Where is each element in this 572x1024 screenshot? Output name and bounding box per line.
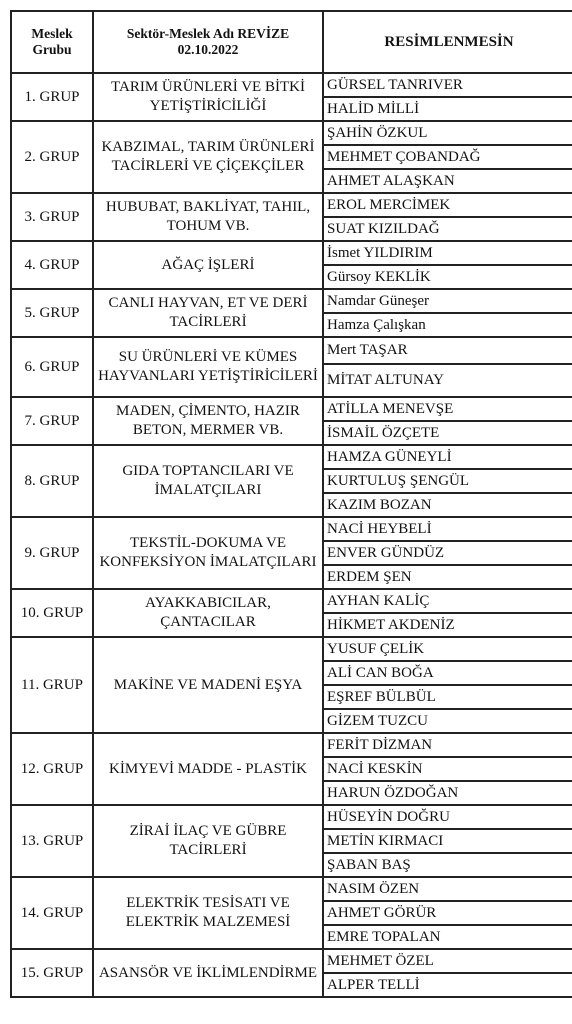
table-row	[11, 445, 572, 469]
member-name-cell: HÜSEYİN DOĞRU	[323, 805, 572, 829]
sector-name-cell: GIDA TOPTANCILARI VE İMALATÇILARI	[93, 445, 323, 517]
table-row	[11, 877, 572, 901]
member-name-cell: NACİ HEYBELİ	[323, 517, 572, 541]
sector-name-cell: TEKSTİL-DOKUMA VE KONFEKSİYON İMALATÇILARI	[93, 517, 323, 589]
member-name-cell: HİKMET AKDENİZ	[323, 613, 572, 637]
group-number-cell: 8. GRUP	[11, 445, 93, 517]
member-name-cell: Hamza Çalışkan	[323, 313, 572, 337]
group-number-cell: 14. GRUP	[11, 877, 93, 949]
member-name-cell: İSMAİL ÖZÇETE	[323, 421, 572, 445]
group-number-cell: 15. GRUP	[11, 949, 93, 997]
sector-name-cell: ZİRAİ İLAÇ VE GÜBRE TACİRLERİ	[93, 805, 323, 877]
sector-name-cell: AYAKKABICILAR, ÇANTACILAR	[93, 589, 323, 637]
table-row	[11, 193, 572, 217]
group-number-cell: 6. GRUP	[11, 337, 93, 397]
member-name-cell: AHMET ALAŞKAN	[323, 169, 572, 193]
header-profession-group: Meslek Grubu	[11, 11, 93, 73]
member-name-cell: HARUN ÖZDOĞAN	[323, 781, 572, 805]
member-name-cell: AYHAN KALİÇ	[323, 589, 572, 613]
group-number-cell: 9. GRUP	[11, 517, 93, 589]
table-row	[11, 73, 572, 97]
group-number-cell: 7. GRUP	[11, 397, 93, 445]
member-name-cell: KAZIM BOZAN	[323, 493, 572, 517]
table-row	[11, 805, 572, 829]
member-name-cell: GÜRSEL TANRIVER	[323, 73, 572, 97]
member-name-cell: ERDEM ŞEN	[323, 565, 572, 589]
group-number-cell: 12. GRUP	[11, 733, 93, 805]
table-row	[11, 637, 572, 661]
member-name-cell: MEHMET ÇOBANDAĞ	[323, 145, 572, 169]
group-number-cell: 3. GRUP	[11, 193, 93, 241]
sector-name-cell: TARIM ÜRÜNLERİ VE BİTKİ YETİŞTİRİCİLİĞİ	[93, 73, 323, 121]
member-name-cell: GİZEM TUZCU	[323, 709, 572, 733]
member-name-cell: KURTULUŞ ŞENGÜL	[323, 469, 572, 493]
table-row	[11, 733, 572, 757]
group-number-cell: 4. GRUP	[11, 241, 93, 289]
table-row	[11, 589, 572, 613]
member-name-cell: MEHMET ÖZEL	[323, 949, 572, 973]
table-body	[11, 73, 572, 997]
member-name-cell: MİTAT ALTUNAY	[323, 364, 572, 397]
header-resimlenmesin: RESİMLENMESİN	[323, 11, 572, 73]
member-name-cell: EROL MERCİMEK	[323, 193, 572, 217]
member-name-cell: EMRE TOPALAN	[323, 925, 572, 949]
member-name-cell: ENVER GÜNDÜZ	[323, 541, 572, 565]
member-name-cell: HAMZA GÜNEYLİ	[323, 445, 572, 469]
group-number-cell: 10. GRUP	[11, 589, 93, 637]
sector-name-cell: KABZIMAL, TARIM ÜRÜNLERİ TACİRLERİ VE ÇİÇEKÇİLER	[93, 121, 323, 193]
member-name-cell: Namdar Güneşer	[323, 289, 572, 313]
header-row	[11, 11, 572, 73]
header-sector-profession: Sektör-Meslek Adı REVİZE 02.10.2022	[93, 11, 323, 73]
member-name-cell: ŞAHİN ÖZKUL	[323, 121, 572, 145]
member-name-cell: ŞABAN BAŞ	[323, 853, 572, 877]
sector-name-cell: HUBUBAT, BAKLİYAT, TAHIL, TOHUM VB.	[93, 193, 323, 241]
member-name-cell: SUAT KIZILDAĞ	[323, 217, 572, 241]
member-name-cell: NACİ KESKİN	[323, 757, 572, 781]
sector-name-cell: ELEKTRİK TESİSATI VE ELEKTRİK MALZEMESİ	[93, 877, 323, 949]
table-row	[11, 397, 572, 421]
table-row	[11, 337, 572, 364]
member-name-cell: METİN KIRMACI	[323, 829, 572, 853]
member-name-cell: ATİLLA MENEVŞE	[323, 397, 572, 421]
sector-name-cell: KİMYEVİ MADDE - PLASTİK	[93, 733, 323, 805]
table-row	[11, 949, 572, 973]
member-name-cell: Gürsoy KEKLİK	[323, 265, 572, 289]
sector-name-cell: ASANSÖR VE İKLİMLENDİRME	[93, 949, 323, 997]
group-number-cell: 2. GRUP	[11, 121, 93, 193]
member-name-cell: AHMET GÖRÜR	[323, 901, 572, 925]
group-number-cell: 5. GRUP	[11, 289, 93, 337]
member-name-cell: ALİ CAN BOĞA	[323, 661, 572, 685]
sector-name-cell: MAKİNE VE MADENİ EŞYA	[93, 637, 323, 733]
group-number-cell: 11. GRUP	[11, 637, 93, 733]
member-name-cell: NASIM ÖZEN	[323, 877, 572, 901]
table-row	[11, 121, 572, 145]
sector-name-cell: AĞAÇ İŞLERİ	[93, 241, 323, 289]
committee-table	[10, 10, 572, 998]
member-name-cell: Mert TAŞAR	[323, 337, 572, 364]
group-number-cell: 13. GRUP	[11, 805, 93, 877]
table-row	[11, 241, 572, 265]
member-name-cell: HALİD MİLLİ	[323, 97, 572, 121]
sector-name-cell: CANLI HAYVAN, ET VE DERİ TACİRLERİ	[93, 289, 323, 337]
sector-name-cell: SU ÜRÜNLERİ VE KÜMES HAYVANLARI YETİŞTİRİCİLERİ	[93, 337, 323, 397]
table-row	[11, 517, 572, 541]
member-name-cell: FERİT DİZMAN	[323, 733, 572, 757]
sector-name-cell: MADEN, ÇİMENTO, HAZIR BETON, MERMER VB.	[93, 397, 323, 445]
member-name-cell: İsmet YILDIRIM	[323, 241, 572, 265]
member-name-cell: EŞREF BÜLBÜL	[323, 685, 572, 709]
member-name-cell: YUSUF ÇELİK	[323, 637, 572, 661]
table-row	[11, 289, 572, 313]
member-name-cell: ALPER TELLİ	[323, 973, 572, 997]
group-number-cell: 1. GRUP	[11, 73, 93, 121]
